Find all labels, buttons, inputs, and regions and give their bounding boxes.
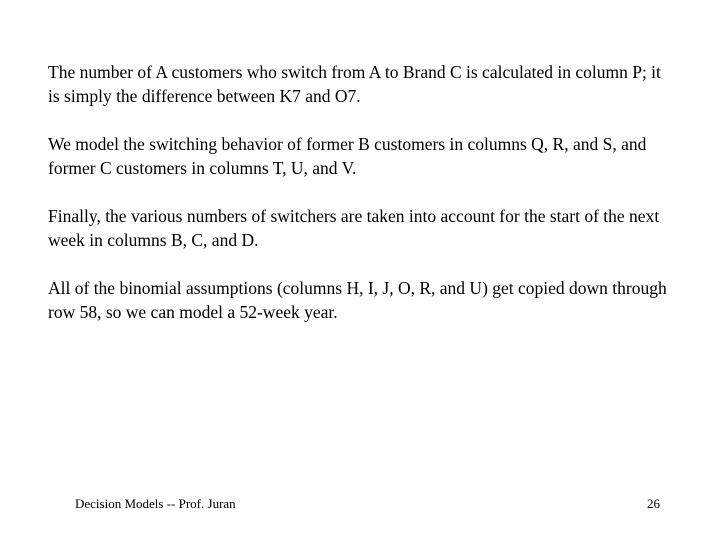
paragraph-4: All of the binomial assumptions (columns H, I, J, O, R, and U) get copied down through row 58, so we can model a 52-week year. [48,278,667,322]
slide-body [48,60,668,348]
paragraph-3: Finally, the various numbers of switchers are taken into account for the start of the next week in columns B, C, and D. [48,206,660,250]
footer-page-number: 26 [647,496,660,511]
paragraph-1: The number of A customers who switch from A to Brand C is calculated in column P; it is simply the difference between K7 and O7. [48,62,661,106]
footer-course-title: Decision Models -- Prof. Juran [75,496,236,511]
paragraph-2: We model the switching behavior of former B customers in columns Q, R, and S, and former C customers in columns T, U, and V. [48,134,647,178]
